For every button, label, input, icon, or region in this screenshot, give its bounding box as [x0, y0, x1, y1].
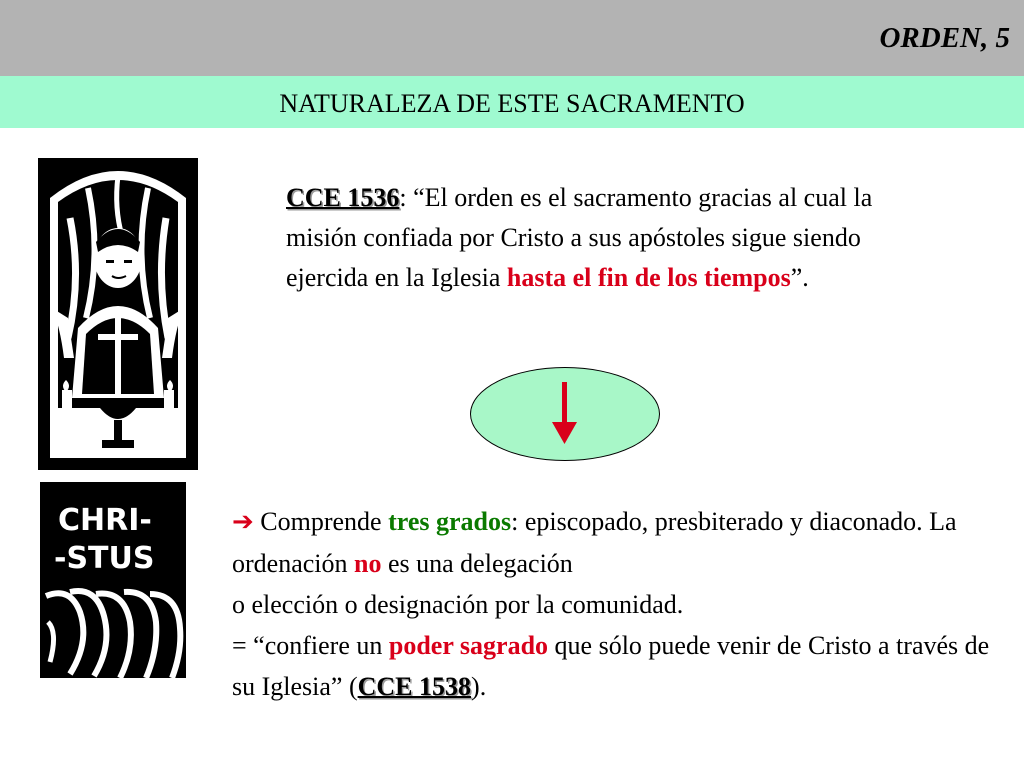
- christus-line-1: CHRI-: [58, 503, 152, 538]
- body-p1-b: : episcopado, presbiterado y diaconado. La ordenación: [232, 507, 957, 578]
- right-arrow-icon: ➔: [232, 507, 254, 537]
- down-arrow-icon: [471, 368, 659, 460]
- body-p3-highlight: poder sagrado: [388, 631, 549, 660]
- body-text: [232, 501, 1012, 707]
- body-p1-highlight: tres grados: [388, 507, 512, 536]
- quote-end: ”.: [790, 263, 809, 292]
- arrow-ellipse: [470, 367, 660, 461]
- body-p2: o elección o designación por la comunidad.: [232, 590, 684, 619]
- body-p1-no: no: [354, 549, 382, 578]
- body-p3-c: ).: [471, 672, 487, 701]
- priest-illustration: [38, 158, 198, 470]
- body-p1-c: es una delegación: [381, 549, 573, 578]
- quote-text: : “El orden es el sacramento gracias al cual la misión confiada por Cristo a sus apóstoles sigue siendo ejercida en la Iglesia: [286, 183, 873, 292]
- header-bar: [0, 0, 1024, 76]
- body-p3-b: que sólo puede venir de Cristo a través de su Iglesia” (: [232, 631, 990, 701]
- body-p3-reference: CCE 1538: [357, 672, 472, 701]
- quote-reference: CCE 1536: [286, 183, 400, 212]
- slide-label: ORDEN, 5: [879, 22, 1010, 54]
- christus-line-2: -STUS: [54, 541, 155, 576]
- christus-illustration: [40, 482, 186, 678]
- body-p3-a: = “confiere un: [232, 631, 389, 660]
- slide-subtitle: NATURALEZA DE ESTE SACRAMENTO: [0, 76, 1024, 128]
- quote-highlight: hasta el fin de los tiempos: [506, 263, 791, 292]
- body-p1-a: Comprende: [253, 507, 389, 536]
- catechism-quote: [286, 178, 946, 298]
